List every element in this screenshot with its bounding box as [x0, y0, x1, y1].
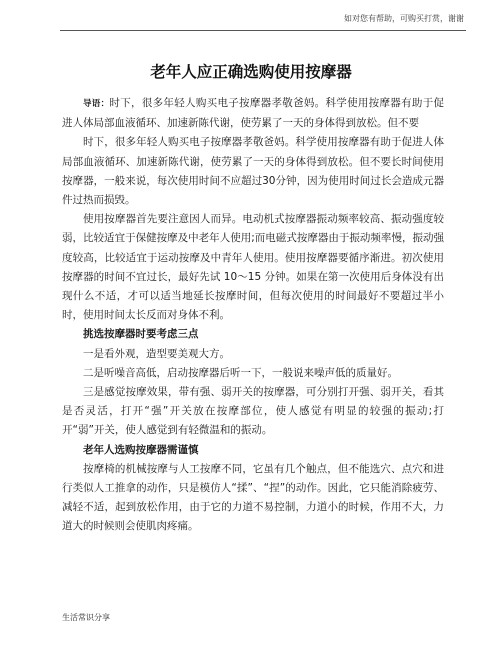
- section-heading: 老年人选购按摩器需谨慎: [83, 443, 199, 456]
- footer-label: 生活常识分享: [62, 613, 110, 622]
- point-item: 一是看外观，造型要美观大方。: [83, 347, 230, 360]
- lead-paragraph: [62, 94, 444, 133]
- article-body: [62, 94, 444, 537]
- body-paragraph: 时下，很多年轻人购买电子按摩器孝敬爸妈。科学使用按摩器有助于促进人体局部血液循环、加速新陈代谢，使劳累了一天的身体得到放松。但不要长时间使用按摩器，一般来说，每次使用时间不应超过30分钟，因为使用时间过长会造成元器件过热而损毁。: [62, 136, 444, 207]
- header-note: 如对您有帮助，可购买打赏，谢谢: [344, 14, 464, 23]
- lead-text: 时下，很多年轻人购买电子按摩器孝敬爸妈。科学使用按摩器有助于促进人体局部血液循环、加速新陈代谢，使劳累了一天的身体得到放松。但不要: [62, 97, 444, 130]
- page-title: 老年人应正确选购使用按摩器: [150, 63, 352, 81]
- header-divider: [60, 30, 466, 31]
- point-item: 三是感觉按摩效果，带有强、弱开关的按摩器，可分别打开强、弱开关，看其是否灵活，打开“强”开关放在按摩部位，使人感觉有明显的较强的振动;打开“弱”开关，使人感觉到有轻微温和的振动。: [62, 386, 444, 437]
- body-paragraph: 按摩椅的机械按摩与人工按摩不同，它虽有几个触点，但不能选穴、点穴和进行类似人工推拿的动作，只是模仿人“揉”、“捏”的动作。因此，它只能消除疲劳、减轻不适，起到放松作用，由于它的力道不易控制，力道小的时候，作用不大，力道大的时候则会使肌肉疼痛。: [62, 462, 444, 533]
- lead-label: 导语：: [83, 99, 110, 109]
- body-paragraph: 使用按摩器首先要注意因人而异。电动机式按摩器振动频率较高、振动强度较弱，比较适宜于保健按摩及中老年人使用;而电磁式按摩器由于振动频率慢，振动强度较高，比较适宜于运动按摩及中青年人使用。使用按摩器要循序渐进。初次使用按摩器的时间不宜过长，最好先试 10～15 分钟。如果在第一次使用后身体没有出 现什么不适，才可以适当地延长按摩时间，但每次使用的时间最好不要超过半小时，使用时间太长反而对身体不利。: [62, 213, 444, 322]
- point-item: 二是听噪音高低，启动按摩器后听一下，一般说来噪声低的质量好。: [83, 366, 398, 379]
- section-heading: 挑选按摩器时要考虑三点: [83, 328, 199, 341]
